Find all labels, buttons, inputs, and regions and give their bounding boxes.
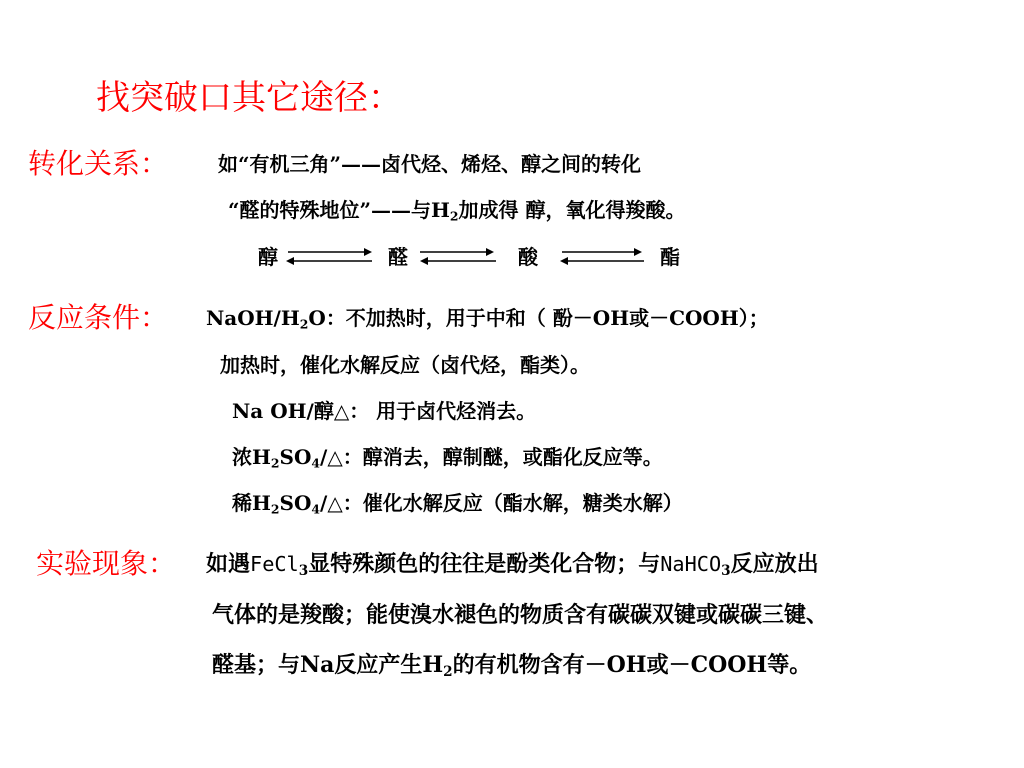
reversible-arrow-1 [286,248,372,265]
phenomena-line-2: 气体的是羧酸；能使溴水褪色的物质含有碳碳双键或碳碳三键、 [212,602,829,628]
reversible-arrow-2 [420,248,496,265]
conditions-line-3: Na OH/醇△： 用于卤代烃消去。 [232,399,537,423]
chain-aldehyde: 醛 [388,245,408,269]
conditions-line-5: 稀$H_2SO_4/\triangle$：催化水解反应（酯水解，糖类水解） [232,491,683,517]
conversion-line-2: “醛的特殊地位”——与$H_2$加成得 醇，氧化得羧酸。 [228,198,686,224]
phenomena-line-1: 如遇FeCl$_3$显特殊颜色的往往是酚类化合物；与NaHCO$_3$反应放出 [206,551,819,580]
conditions-line-4: 浓$H_2SO_4/\triangle$：醇消去，醇制醚，或酯化反应等。 [232,445,663,471]
conversion-heading: 转化关系： [28,147,169,180]
conditions-line-2: 加热时，催化水解反应（卤代烃，酯类）。 [220,353,590,377]
chain-alcohol: 醇 [258,245,278,269]
chain-acid: 酸 [518,245,538,269]
reversible-arrow-3 [560,248,644,265]
phenomena-line-3: 醛基；与Na反应产生$H_2$的有机物含有－OH或－COOH等。 [212,652,812,681]
conditions-line-1: NaOH/$H_2O$：不加热时，用于中和（ 酚－OH或－COOH）； [206,306,769,332]
phenomena-heading: 实验现象： [36,547,177,580]
conditions-heading: 反应条件： [28,301,169,334]
page-title: 找突破口其它途径： [96,78,402,118]
chain-ester: 酯 [660,245,680,269]
conversion-line-1: 如“有机三角”——卤代烃、烯烃、醇之间的转化 [218,152,642,176]
